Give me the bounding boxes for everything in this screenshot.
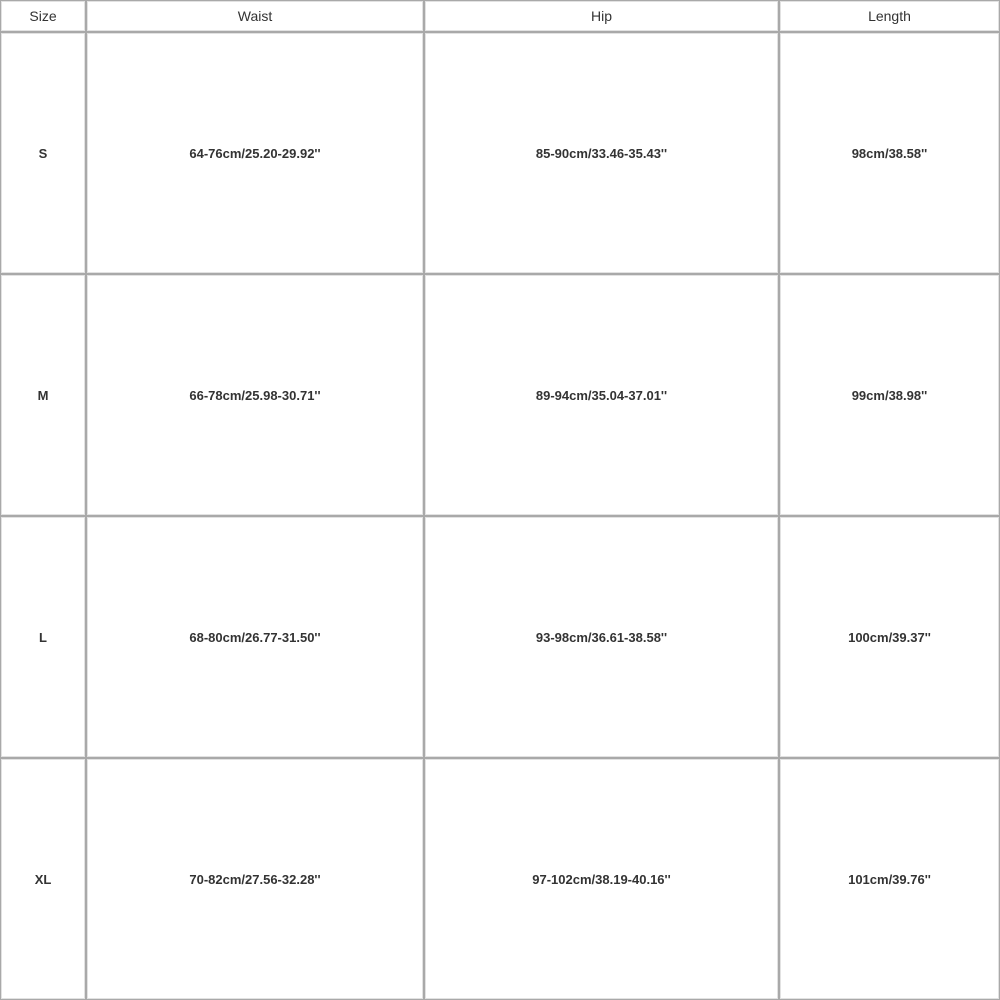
header-waist: Waist xyxy=(86,0,424,32)
cell-waist: 66-78cm/25.98-30.71'' xyxy=(86,274,424,516)
cell-waist: 64-76cm/25.20-29.92'' xyxy=(86,32,424,274)
cell-length: 100cm/39.37'' xyxy=(779,516,1000,758)
cell-hip: 97-102cm/38.19-40.16'' xyxy=(424,758,779,1000)
cell-waist: 68-80cm/26.77-31.50'' xyxy=(86,516,424,758)
cell-length: 99cm/38.98'' xyxy=(779,274,1000,516)
cell-hip: 85-90cm/33.46-35.43'' xyxy=(424,32,779,274)
cell-size: L xyxy=(0,516,86,758)
cell-hip: 93-98cm/36.61-38.58'' xyxy=(424,516,779,758)
cell-waist: 70-82cm/27.56-32.28'' xyxy=(86,758,424,1000)
header-hip: Hip xyxy=(424,0,779,32)
header-length: Length xyxy=(779,0,1000,32)
header-size: Size xyxy=(0,0,86,32)
table-row xyxy=(0,32,1000,274)
cell-size: XL xyxy=(0,758,86,1000)
cell-length: 98cm/38.58'' xyxy=(779,32,1000,274)
cell-size: M xyxy=(0,274,86,516)
cell-hip: 89-94cm/35.04-37.01'' xyxy=(424,274,779,516)
table-row xyxy=(0,516,1000,758)
table-row xyxy=(0,274,1000,516)
table-header-row xyxy=(0,0,1000,32)
table-row xyxy=(0,758,1000,1000)
cell-length: 101cm/39.76'' xyxy=(779,758,1000,1000)
cell-size: S xyxy=(0,32,86,274)
